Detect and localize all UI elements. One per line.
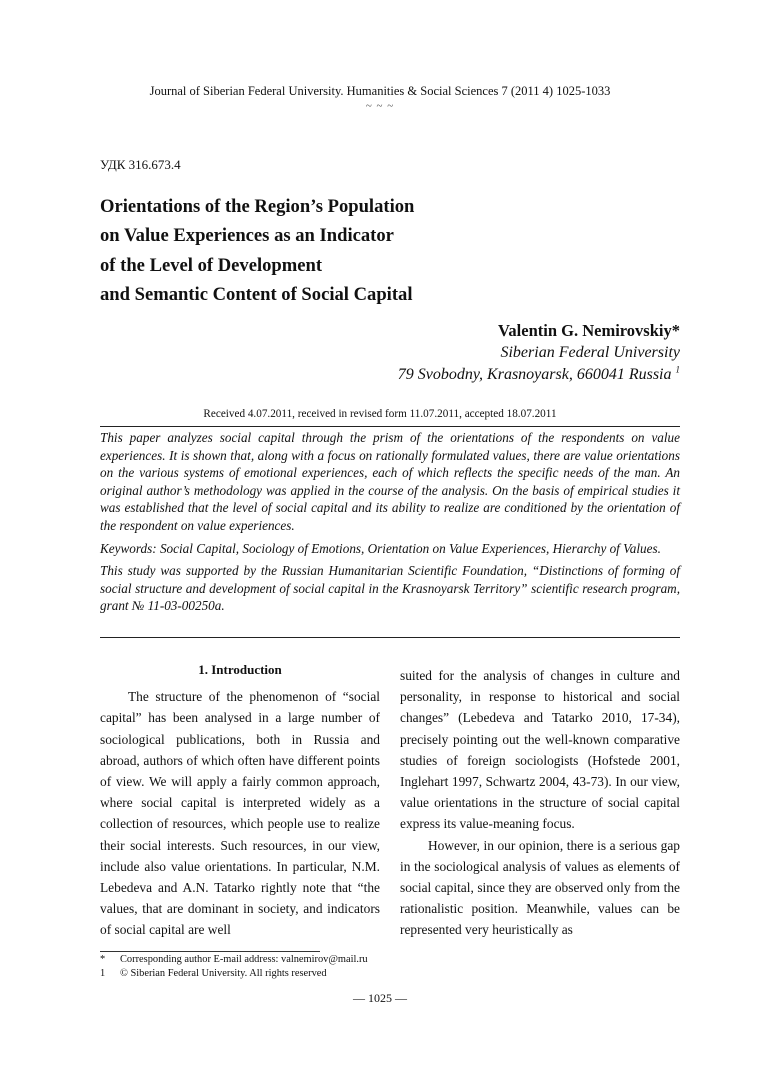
funding-note: This study was supported by the Russian Humanitarian Scientific Foundation, “Distinctions of forming of social structure and development of social capital in the Krasnoyarsk Territory” scientific research program, grant № 11-03-00250a. [100,563,680,614]
body-paragraph: However, in our opinion, there is a serious gap in the sociological analysis of values as elements of social capital, since they are observed only from the rationalistic position. Meanwhile, values can be represented very heuristically as [400,837,680,938]
address-text: 79 Svobodny, Krasnoyarsk, 660041 Russia [397,366,672,383]
footnote-mark: 1 [100,968,106,979]
body-paragraph: The structure of the phenomenon of “social capital” has been analysed in a large number of sociological publications, both in Russia and abroad, authors of which often have different points of view. We will apply a fairly common approach, where social capital is interpreted widely as a collection of resources, which people use to realize their social interests. Such resources, in our view, include also value orientations. In particular, N.M. Lebedeva and A.N. Tatarko rightly note that “the values, that are dominant in society, and indicators of social capital are well [100,689,380,938]
title-line: Orientations of the Region’s Population [100,196,415,217]
body-column-left [100,659,380,941]
body-column-right [400,665,680,941]
footnote-text: Corresponding author E-mail address: valnemirov@mail.ru [120,954,368,965]
title-line: and Semantic Content of Social Capital [100,283,413,305]
title-line: on Value Experiences as an Indicator [100,225,394,247]
keywords: Keywords: Social Capital, Sociology of Emotions, Orientation on Value Experiences, Hierarchy of Values. [100,540,661,556]
author-affiliation: Siberian Federal University [500,344,680,361]
abstract-top-rule [100,426,680,427]
abstract-text: This paper analyzes social capital through the prism of the orientations of the respondents on value experiences. It is shown that, along with a focus on rationally formulated values, there are value orientations on the various systems of emotional experiences, each of which reflects the specific needs of the man. An original author’s methodology was applied in the course of the analysis. On the basis of empirical studies it was established that the level of social capital and its ability to realize are conditioned by the orientation of the respondent on value experiences. [100,430,680,533]
header-ornament: ~ ~ ~ [365,100,395,112]
author-address [398,364,680,386]
abstract-bottom-rule [100,637,680,638]
section-heading: 1. Introduction [198,662,282,677]
footnote-rule [100,951,320,952]
body-paragraph-continued: suited for the analysis of changes in culture and personality, in response to historical and social changes” (Lebedeva and Tatarko 2010, 17-34), precisely pointing out the well-known comparative studies of foreign sociologists (Hofstede 2001, Inglehart 1997, Schwartz 2004, 43-73). In our view, value orientations in the structure of social capital express its value-meaning focus. [400,668,680,832]
author-name: Valentin G. Nemirovskiy* [498,321,680,340]
author-block [398,320,680,386]
abstract-block [100,429,680,620]
received-dates: Received 4.07.2011, received in revised form 11.07.2011, accepted 18.07.2011 [203,408,557,420]
address-footnote-mark: 1 [675,364,680,375]
footnote [100,953,368,967]
article-title [100,192,560,309]
footnote [100,967,368,981]
title-line: of the Level of Development [100,254,323,276]
footnotes [100,953,368,981]
udk-code: УДК 316.673.4 [100,157,181,172]
footnote-mark: * [100,954,106,965]
footnote-text: © Siberian Federal University. All rights reserved [120,968,327,979]
page-number: — 1025 — [353,991,407,1005]
journal-header: Journal of Siberian Federal University. Humanities & Social Sciences 7 (2011 4) 1025-1033 [149,84,611,98]
